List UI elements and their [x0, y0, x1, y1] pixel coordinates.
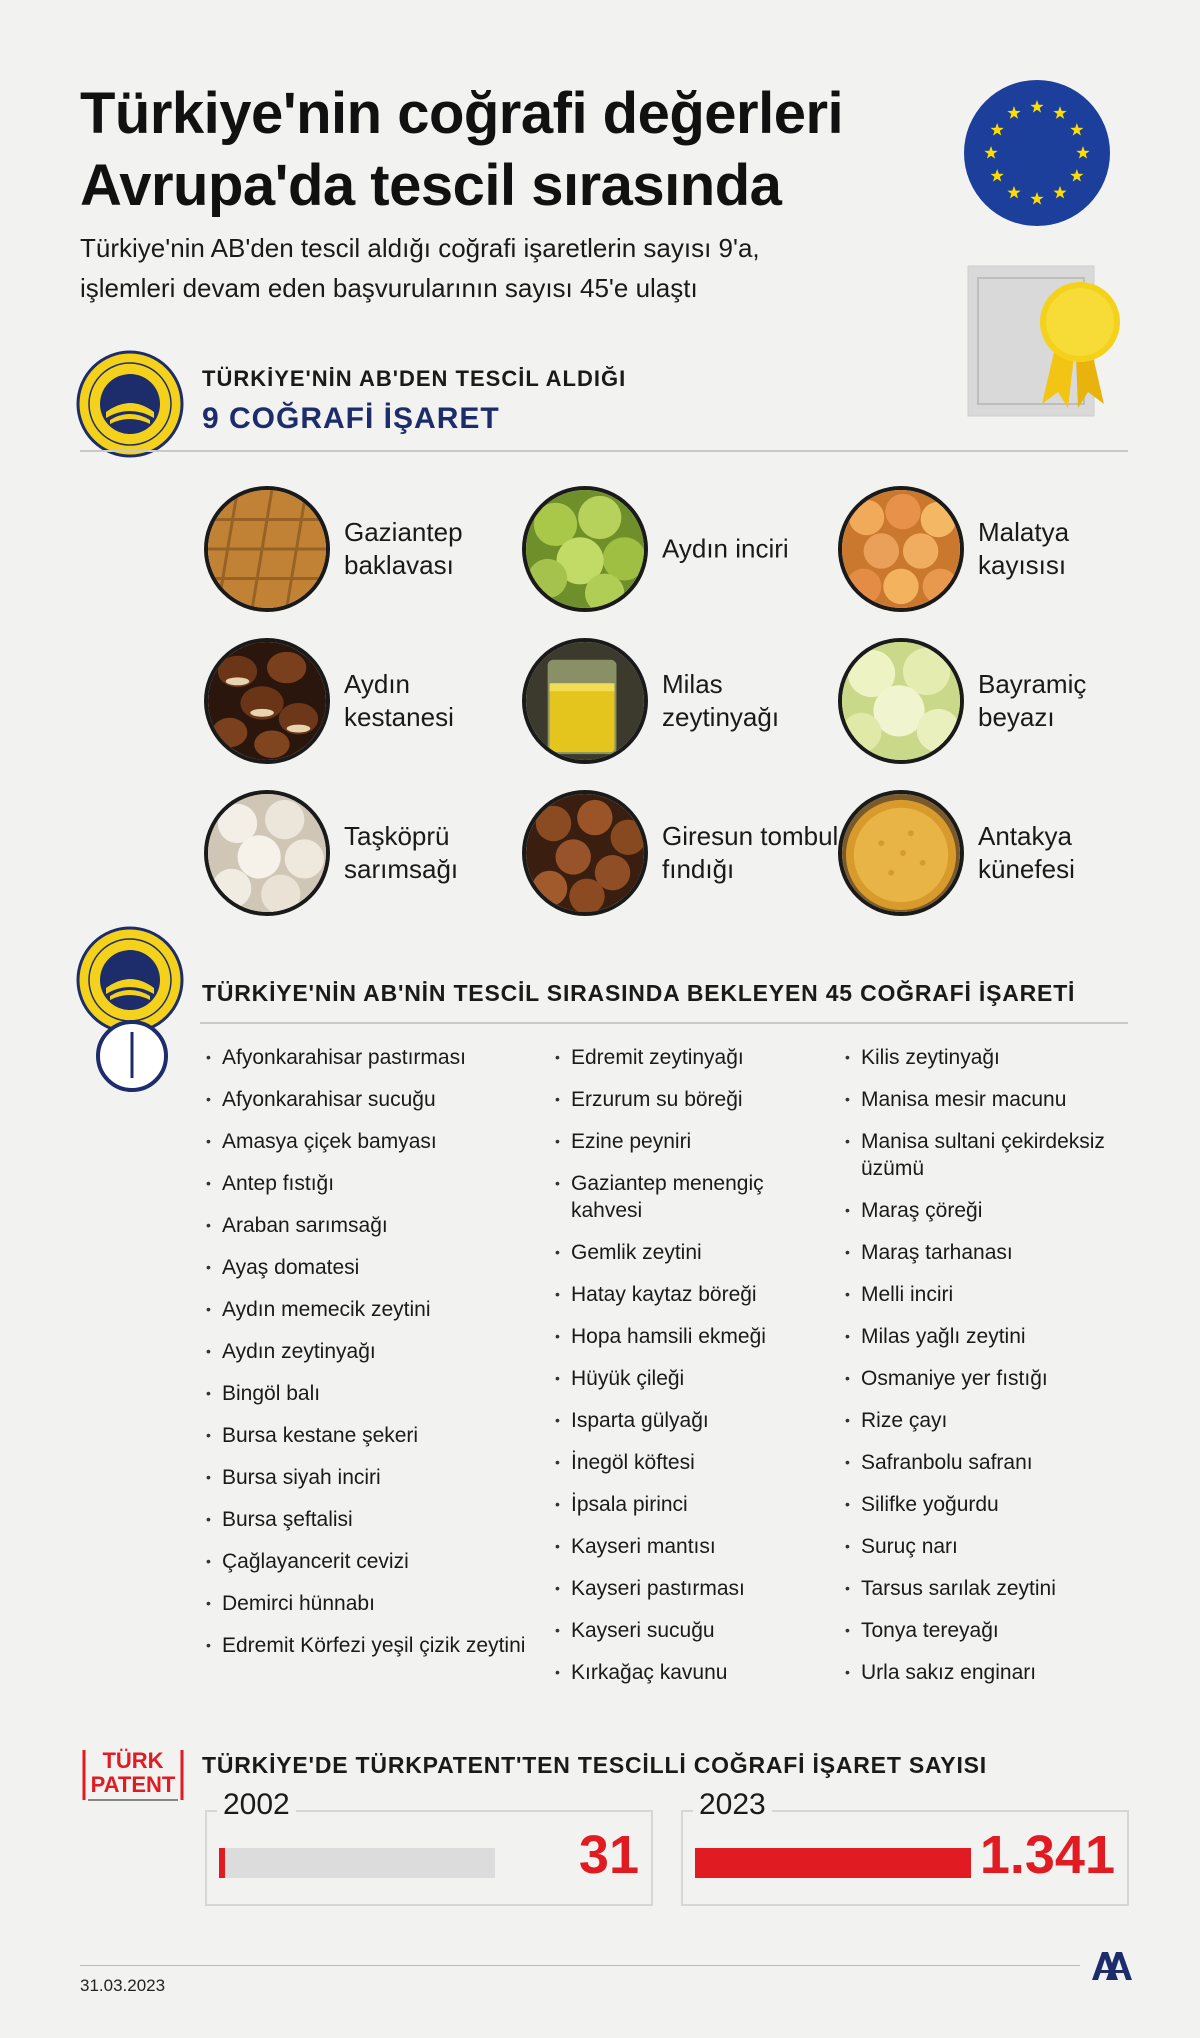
product-name: Milas zeytinyağı	[662, 669, 780, 732]
chestnut-photo-icon	[204, 638, 330, 764]
stat-value: 31	[578, 1825, 639, 1885]
pending-list-item: • İpsala pirinci	[555, 1491, 835, 1518]
pending-list-item: • Isparta gülyağı	[555, 1407, 835, 1434]
pending-list-item: • Maraş tarhanası	[845, 1239, 1125, 1266]
pending-list-item: • Edremit zeytinyağı	[555, 1044, 835, 1071]
pending-list-item: • Ezine peyniri	[555, 1128, 835, 1155]
pending-list-item: • Melli inciri	[845, 1281, 1125, 1308]
product-name: Aydın inciri	[662, 533, 789, 564]
page-subtitle-line-2: işlemleri devam eden başvurularının sayısı 45'e ulaştı	[80, 273, 698, 303]
footer-divider	[80, 1965, 1080, 1966]
stat-value: 1.341	[979, 1825, 1115, 1885]
pending-list-item: • İnegöl köftesi	[555, 1449, 835, 1476]
stat-year: 2002	[217, 1788, 296, 1822]
hazelnut-photo-icon	[522, 790, 648, 916]
pending-list-item: • Antep fıstığı	[206, 1170, 536, 1197]
page-subtitle	[80, 228, 940, 308]
pending-list-item: • Milas yağlı zeytini	[845, 1323, 1125, 1350]
pending-section-title: TÜRKİYE'NİN AB'NİN TESCİL SIRASINDA BEKLEYEN 45 COĞRAFİ İŞARETİ	[202, 980, 1076, 1006]
product-name: Aydın kestanesi	[344, 669, 454, 732]
pending-list-item: • Silifke yoğurdu	[845, 1491, 1125, 1518]
product-name: Malatya kayısısı	[978, 517, 1070, 580]
pending-list-item: • Çağlayancerit cevizi	[206, 1548, 536, 1575]
pending-list-item: • Kayseri pastırması	[555, 1575, 835, 1602]
product-item	[522, 638, 842, 764]
page-title-line-1: Türkiye'nin coğrafi değerleri	[80, 81, 844, 146]
pending-list-item: • Afyonkarahisar sucuğu	[206, 1086, 536, 1113]
pending-list-item: • Safranbolu safranı	[845, 1449, 1125, 1476]
pending-list-item: • Urla sakız enginarı	[845, 1659, 1125, 1686]
pending-list-column-3	[845, 1044, 1125, 1701]
product-item	[204, 486, 524, 612]
product-name: Giresun tombul fındığı	[662, 821, 839, 884]
eu-flag-icon	[962, 78, 1112, 228]
stat-year: 2023	[693, 1788, 772, 1822]
product-item	[838, 638, 1158, 764]
pending-list-item: • Araban sarımsağı	[206, 1212, 536, 1239]
aa-logo	[1090, 1948, 1134, 1982]
pending-list-item: • Hatay kaytaz böreği	[555, 1281, 835, 1308]
product-item	[204, 638, 524, 764]
stat-bar-fill	[219, 1848, 225, 1878]
product-name: Gaziantep baklavası	[344, 517, 463, 580]
certificate-icon	[966, 264, 1126, 420]
product-item	[838, 486, 1158, 612]
pending-list-item: • Rize çayı	[845, 1407, 1125, 1434]
product-item	[522, 790, 842, 916]
apricot-photo-icon	[838, 486, 964, 612]
page-title-line-2: Avrupa'da tescil sırasında	[80, 153, 782, 218]
pending-list-item: • Hüyük çileği	[555, 1365, 835, 1392]
kunefe-photo-icon	[838, 790, 964, 916]
pending-list-column-1	[206, 1044, 536, 1674]
product-name: Antakya künefesi	[978, 821, 1075, 884]
section-divider	[200, 1022, 1128, 1024]
pending-list-item: • Edremit Körfezi yeşil çizik zeytini	[206, 1632, 536, 1659]
pending-list-item: • Kayseri sucuğu	[555, 1617, 835, 1644]
pending-list-item: • Demirci hünnabı	[206, 1590, 536, 1617]
pending-list-item: • Bingöl balı	[206, 1380, 536, 1407]
olive-oil-photo-icon	[522, 638, 648, 764]
svg-text:TÜRK: TÜRK	[102, 1748, 164, 1773]
clock-icon	[94, 1018, 170, 1094]
pending-list-item: • Afyonkarahisar pastırması	[206, 1044, 536, 1071]
pending-list-item: • Kilis zeytinyağı	[845, 1044, 1125, 1071]
pending-list-item: • Aydın zeytinyağı	[206, 1338, 536, 1365]
pending-list-item: • Hopa hamsili ekmeği	[555, 1323, 835, 1350]
pending-list-item: • Kırkağaç kavunu	[555, 1659, 835, 1686]
pending-list-item: • Bursa siyah inciri	[206, 1464, 536, 1491]
pending-list-item: • Aydın memecik zeytini	[206, 1296, 536, 1323]
pending-list-item: • Gaziantep menengiç kahvesi	[555, 1170, 835, 1224]
page-subtitle-line-1: Türkiye'nin AB'den tescil aldığı coğrafi işaretlerin sayısı 9'a,	[80, 233, 760, 263]
product-name: Taşköprü sarımsağı	[344, 821, 459, 884]
garlic-photo-icon	[204, 790, 330, 916]
section-divider	[80, 450, 1128, 452]
pending-list-item: • Bursa şeftalisi	[206, 1506, 536, 1533]
pending-list-item: • Maraş çöreği	[845, 1197, 1125, 1224]
pgi-seal-icon	[76, 350, 184, 458]
stat-card-2023	[681, 1788, 1129, 1906]
pending-list-item: • Amasya çiçek bamyası	[206, 1128, 536, 1155]
page-title	[80, 78, 940, 222]
stat-bar-track	[695, 1848, 971, 1878]
pending-list-item: • Tarsus sarılak zeytini	[845, 1575, 1125, 1602]
product-item	[204, 790, 524, 916]
pending-list-item: • Tonya tereyağı	[845, 1617, 1125, 1644]
pending-list-item: • Bursa kestane şekeri	[206, 1422, 536, 1449]
stat-bar-fill	[695, 1848, 971, 1878]
pending-list-item: • Suruç narı	[845, 1533, 1125, 1560]
baklava-photo-icon	[204, 486, 330, 612]
product-item	[522, 486, 842, 612]
footer-date: 31.03.2023	[80, 1976, 166, 1995]
fig-photo-icon	[522, 486, 648, 612]
pending-list-item: • Osmaniye yer fıstığı	[845, 1365, 1125, 1392]
registered-section-title: 9 COĞRAFİ İŞARET	[202, 402, 500, 435]
pending-list-item: • Manisa sultani çekirdeksiz üzümü	[845, 1128, 1125, 1182]
pending-list-item: • Manisa mesir macunu	[845, 1086, 1125, 1113]
stat-bar-track	[219, 1848, 495, 1878]
pending-list-item: • Erzurum su böreği	[555, 1086, 835, 1113]
pending-list-item: • Gemlik zeytini	[555, 1239, 835, 1266]
pending-list-item: • Kayseri mantısı	[555, 1533, 835, 1560]
turkpatent-section-title: TÜRKİYE'DE TÜRKPATENT'TEN TESCİLLİ COĞRAFİ İŞARET SAYISI	[202, 1752, 987, 1778]
svg-text:PATENT: PATENT	[90, 1772, 176, 1797]
peach-photo-icon	[838, 638, 964, 764]
stat-card-2002	[205, 1788, 653, 1906]
pending-list-item: • Ayaş domatesi	[206, 1254, 536, 1281]
product-item	[838, 790, 1158, 916]
pending-list-column-2	[555, 1044, 835, 1701]
turkpatent-logo	[80, 1746, 186, 1806]
registered-section-kicker: TÜRKİYE'NİN AB'DEN TESCİL ALDIĞI	[202, 366, 627, 391]
product-name: Bayramiç beyazı	[978, 669, 1087, 732]
